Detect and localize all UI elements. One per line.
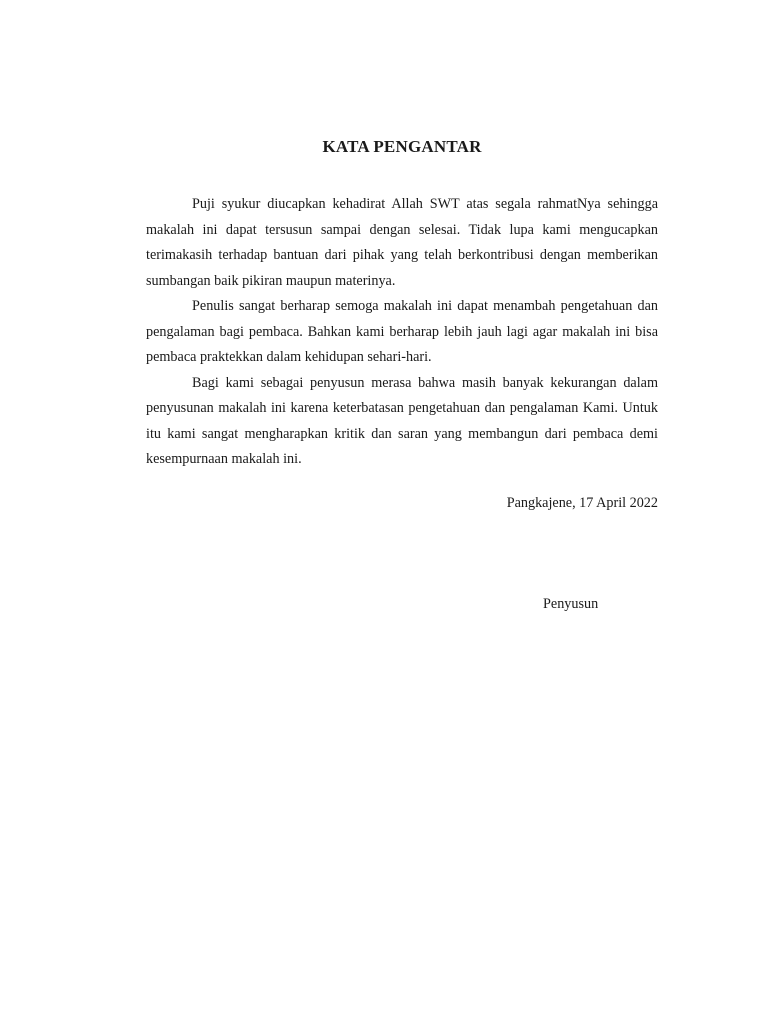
page-title: KATA PENGANTAR [322, 137, 482, 156]
document-body [146, 192, 658, 473]
paragraph: Puji syukur diucapkan kehadirat Allah SWT atas segala rahmatNya sehingga makalah ini dapat tersusun sampai dengan selesai. Tidak lupa kami mengucapkan terimakasih terhadap bantuan dari pihak yang telah berkontribusi dengan memberikan sumbangan baik pikiran maupun materinya. [146, 196, 658, 289]
author-signature: Penyusun [543, 596, 599, 612]
place-date: Pangkajene, 17 April 2022 [506, 495, 658, 511]
paragraph: Bagi kami sebagai penyusun merasa bahwa masih banyak kekurangan dalam penyusunan makalah ini karena keterbatasan pengetahuan dan pengalaman Kami. Untuk itu kami sangat mengharapkan kritik dan saran yang membangun dari pembaca demi kesempurnaan makalah ini. [146, 374, 658, 467]
paragraph: Penulis sangat berharap semoga makalah ini dapat menambah pengetahuan dan pengalaman bagi pembaca. Bahkan kami berharap lebih jauh lagi agar makalah ini bisa pembaca praktekkan dalam kehidupan sehari-hari. [146, 298, 658, 365]
